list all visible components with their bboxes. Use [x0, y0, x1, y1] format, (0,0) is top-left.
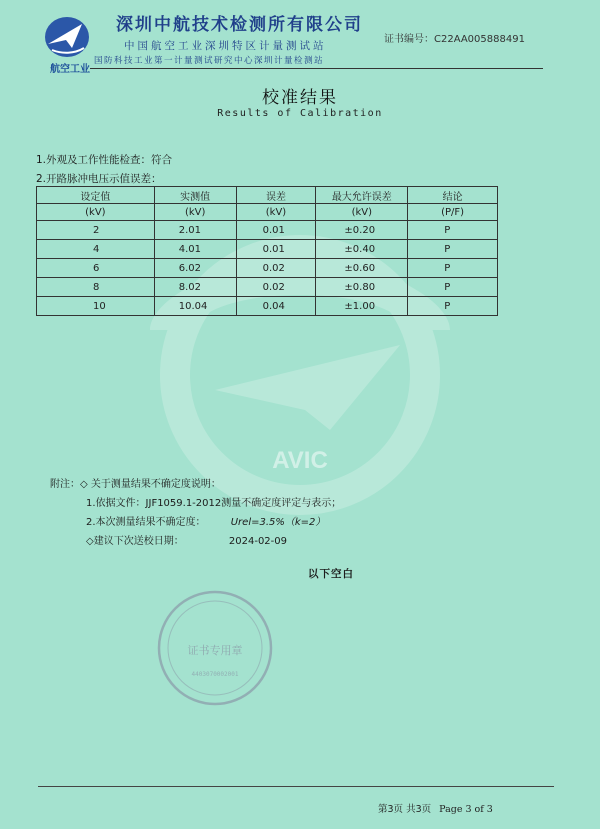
- table-cell: 0.01: [236, 221, 316, 240]
- col-unit: (kV): [316, 204, 408, 221]
- table-cell: 10: [37, 297, 155, 316]
- table-cell: ±1.00: [316, 297, 408, 316]
- note-next-date: [86, 532, 287, 547]
- note-uncertainty-label: 2.本次测量结果不确定度：: [86, 517, 206, 528]
- watermark-avic: AVIC: [272, 447, 328, 474]
- company-logo: [42, 14, 92, 66]
- table-cell: P: [408, 259, 498, 278]
- note-next-date-value: 2024-02-09: [228, 536, 288, 547]
- table-cell: ±0.40: [316, 240, 408, 259]
- table-row: [37, 221, 498, 240]
- table-cell: 4.01: [154, 240, 236, 259]
- table-row: [37, 240, 498, 259]
- page-number: [378, 801, 493, 815]
- company-subtitle-2: 国防科技工业第一计量测试研究中心深圳计量检测站: [94, 56, 325, 66]
- note-basis: 1.依据文件：JJF1059.1-2012测量不确定度评定与表示；: [86, 498, 342, 509]
- table-cell: 2: [37, 221, 155, 240]
- col-header: 最大允许误差: [316, 187, 408, 204]
- table-cell: P: [408, 240, 498, 259]
- table-cell: 6: [37, 259, 155, 278]
- certificate-number: [384, 30, 525, 45]
- cert-label: 证书编号：: [384, 34, 434, 45]
- table-cell: ±0.60: [316, 259, 408, 278]
- col-unit: (kV): [236, 204, 316, 221]
- table-cell: P: [408, 221, 498, 240]
- svg-text:证书专用章: 证书专用章: [187, 644, 243, 657]
- col-unit: (kV): [154, 204, 236, 221]
- table-cell: 8.02: [154, 278, 236, 297]
- table-cell: P: [408, 297, 498, 316]
- table-cell: 10.04: [154, 297, 236, 316]
- company-subtitle: 中国航空工业深圳特区计量测试站: [124, 40, 327, 52]
- page-number-en: Page 3 of 3: [439, 804, 493, 815]
- page-subtitle: Results of Calibration: [217, 108, 383, 119]
- company-name: 深圳中航技术检测所有限公司: [116, 15, 363, 35]
- table-cell: 0.04: [236, 297, 316, 316]
- note-next-date-label: ◇建议下次送校日期：: [86, 536, 184, 547]
- col-unit: (kV): [37, 204, 155, 221]
- col-unit: (P/F): [408, 204, 498, 221]
- table-cell: 0.02: [236, 259, 316, 278]
- table-header-row: [37, 187, 498, 204]
- section-voltage: 2.开路脉冲电压示值误差：: [36, 173, 162, 185]
- col-header: 设定值: [37, 187, 155, 204]
- col-header: 实测值: [154, 187, 236, 204]
- svg-text:4403070002001: 4403070002001: [191, 671, 239, 678]
- note-uncertainty: [86, 513, 325, 528]
- notes-heading: 附注：◇ 关于测量结果不确定度说明：: [50, 479, 221, 490]
- table-cell: 4: [37, 240, 155, 259]
- page-title: 校准结果: [262, 88, 338, 108]
- table-unit-row: [37, 204, 498, 221]
- table-row: [37, 297, 498, 316]
- blank-below-marker: 以下空白: [308, 568, 354, 580]
- table-cell: 2.01: [154, 221, 236, 240]
- footer-divider: [38, 786, 554, 787]
- seal-stamp: [155, 588, 275, 708]
- col-header: 结论: [408, 187, 498, 204]
- page-number-cn: 第3页 共3页: [378, 804, 432, 815]
- table-cell: ±0.20: [316, 221, 408, 240]
- table-cell: 8: [37, 278, 155, 297]
- table-cell: 0.01: [236, 240, 316, 259]
- cert-value: C22AA005888491: [434, 34, 525, 45]
- table-row: [37, 278, 498, 297]
- col-header: 误差: [236, 187, 316, 204]
- table-cell: 6.02: [154, 259, 236, 278]
- note-uncertainty-value: Urel=3.5%（k=2）: [230, 517, 326, 528]
- table-cell: 0.02: [236, 278, 316, 297]
- table-cell: ±0.80: [316, 278, 408, 297]
- results-table: [36, 186, 498, 316]
- table-cell: P: [408, 278, 498, 297]
- table-row: [37, 259, 498, 278]
- logo-caption: 航空工业: [50, 64, 90, 75]
- section-appearance: 1.外观及工作性能检查：符合: [36, 154, 173, 166]
- header-divider: [90, 68, 543, 69]
